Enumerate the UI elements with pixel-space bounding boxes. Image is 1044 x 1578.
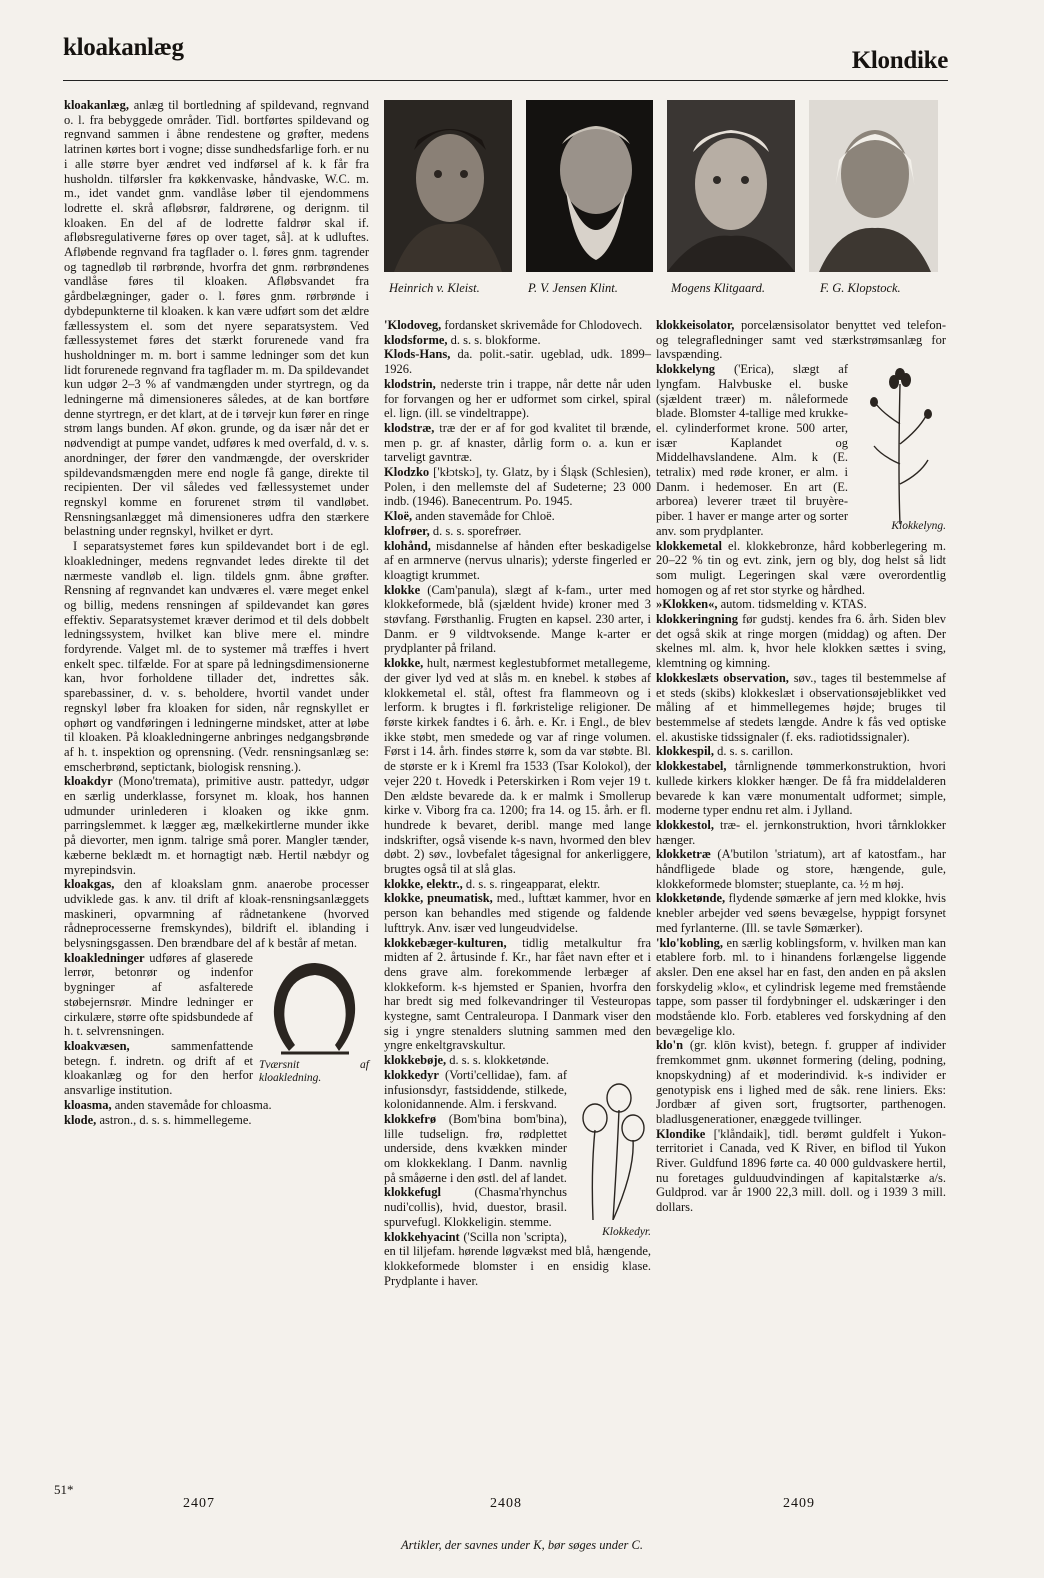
- col3-entry: Klondike ['klåndaik], tidl. berømt guldfelt i Yukon-territoriet i Canada, ved K River, en biflod til Yukon River. Guldfund 1896 førte ca. 40 000 guldvaskere hertil, nu foretages gulduudvindingen af kapitalstærke a/s. Guldprod. var år 1900 22,3 mill. doll. og i 1939 3 mill. dollars.: [656, 1126, 946, 1215]
- page-number-right: 2409: [783, 1496, 815, 1511]
- page-number-middle: 2408: [490, 1496, 522, 1511]
- entry-klokkefro: klokkefrø (Bom'bina bom'bina), lille tudselign. frø, rødplettet underside, dens kvækken minder om klokkeklang. I Danm. navnlig på småøerne i den østl. del af landet.: [384, 1111, 567, 1185]
- signature-mark: 51*: [54, 1482, 74, 1497]
- entry-kloakledninger: kloakledninger udføres af glaserede lerrør, betonrør og indenfor bygninger af asfalterede støbejernsrør. Mindre ledninger er cirkulære, større ofte spidsbundede af h. t. selvrensningen.: [64, 950, 253, 1039]
- col3-entry: »Klokken«, autom. tidsmelding v. KTAS.: [656, 597, 867, 612]
- entry-kloakdyr: kloakdyr (Mono'tremata), primitive austr. pattedyr, udgør en særlig underklasse, forsynet m. kloak, hos hannen udmunder urinlederen i kloaken og ikke gnm. parringslemmet. k lægger æg, mælkekirtlerne munder ikke på dievorter, men ignm. talrige små porer. Mangler tænder, kæberne beklædt m. et hornagtigt næb. Hertil næbdyr og myrepindsvin.: [64, 774, 369, 877]
- entry-klokkemetal: klokkemetal el. klokkebronze, hård kobberlegering m. 20–22 % tin og evt. zink, jern og bly, dog helst så lidt som muligt. Legeringen skal være overordentlig homogen og af ret stor styrke og hårdhed.: [656, 538, 946, 597]
- col2-entry: klofrøer, d. s. s. sporefrøer.: [384, 523, 522, 538]
- entry-kloakanlaeg-paragraph-2: I separatsystemet føres kun spildevandet bort i de egl. kloakledninger, medens regnvandet ledes direkte til det nærmeste vandløb el. lign. tildels gnm. åbne grøfter. Rensning af regnvandet kan undværes el. være meget enkel og billig, medens rensningen af spildevandet kan gøres effektiv. Separatsystemet kræver derimod et til dels dobbelt ledningssystem, hvilket kan blive mere el. mindre fordyrende. Valget ml. de to systemer må træffes i hvert enkelt spec. tilfælde. For at spare på ledningsdimensionerne kan, hvor forholdene tillader det, indrettes såk. sparebassiner, d. v. s. beholdere, hvortil vandet under regnskyl løber fra kloaken for siden, når regnskyllet er ophørt og vandføringen i ledningerne mindsket, atter at løbe til kloaken. På kloakledningerne anbringes nedgangsbrønde af h. t. inspektion og oprensning. (Vedr. rensningsanlæg se: emscherbrønd, septictank, biologisk rensning.).: [64, 539, 369, 774]
- column-left: [64, 98, 369, 1127]
- footer-note: Artikler, der savnes under K, bør søges under C.: [401, 1538, 643, 1552]
- entry-klokkedyr: klokkedyr (Vorti'cellidae), fam. af infusionsdyr, fastsiddende, stilkede, kolonidannende. Alm. i ferskvand.: [384, 1067, 567, 1112]
- col2-entry: 'Klodoveg, fordansket skrivemåde for Chlodovech.: [384, 318, 643, 332]
- caption-jensen-klint: P. V. Jensen Klint.: [528, 281, 618, 295]
- col2-entry: klokke, pneumatisk, med., lufttæt kammer, hvor en person kan behandles med stigende og faldende lufttryk. Anv. især ved lungeudvidelse.: [384, 891, 651, 935]
- entry-klokkefugl: klokkefugl (Chasma'rhynchus nudi'collis), hvid, duestor, brasil. spurvefugl. Klokkeligin. stemme.: [384, 1185, 567, 1229]
- col2-entry: klokke (Cam'panula), slægt af k-fam., urter med klokkeformede, blå (sjældent hvide) kroner med 3 støvfang. Førsthanlig. Frugten en kapsel. 230 arter, i Danm. er 9 vildtvoksende. Mange k-arter er prydplanter på friland.: [384, 582, 651, 656]
- col2-entry: klodstræ, træ der er af for god kvalitet til brænde, men p. gr. af knaster, dårlig form o. a. kun er tarveligt gavntræ.: [384, 420, 651, 465]
- col2-entry: Klods-Hans, da. polit.-satir. ugeblad, udk. 1899–1926.: [384, 347, 651, 377]
- col3-entry: klokkeslæts observation, søv., tages til bestemmelse af et steds (skibs) klokkeslæt i observationsøjeblikket ved måling af et himmellegemes højde; bruges til bestemmelse af stedets længde. Andre k fås ved optiske el. akustiske tidssignaler (f. eks. radiotidssignaler).: [656, 670, 946, 744]
- col2-entry: klodstrin, nederste trin i trappe, når dette når uden for forvangen og her er udformet som cirkel, spiral el. lign. (ill. se vindeltrappe).: [384, 376, 651, 421]
- entry-kloasma: kloasma, anden stavemåde for chloasma.: [64, 1097, 272, 1112]
- column-middle: [384, 318, 651, 1288]
- col2-entry: Kloë, anden stavemåde for Chloë.: [384, 509, 555, 524]
- col2-entry: klokke, elektr., d. s. s. ringeapparat, elektr.: [384, 876, 601, 891]
- page-number-left: 2407: [183, 1496, 215, 1511]
- entry-klokkeisolator: klokkeisolator, porcelænsisolator benyttet ved telefon- og telegrafledninger samt ved stærkstrømsanlæg for lavspænding.: [656, 318, 946, 362]
- portrait-kleist: [384, 100, 512, 272]
- col3-entry: klokkeringning før gudstj. kendes fra 6. årh. Siden blev det også skik at ringe morgen (middag) og aften. Der skelnes ml. alm. k, hvor hele klokken sættes i sving, klemtning og kimning.: [656, 612, 946, 671]
- col3-entry: klokketræ (A'butilon 'striatum), art af katostfam., har håndfligede blade og store, hængende, gule, klokkeformede blomster; stueplante, ca. ½ m høj.: [656, 847, 946, 891]
- header-right-word: Klondike: [851, 47, 948, 74]
- caption-klopstock: F. G. Klopstock.: [820, 281, 901, 295]
- entry-kloakanlaeg: kloakanlæg, anlæg til bortledning af spildevand, regnvand o. l. fra bebyggede områder. Tidl. bortførtes spildevand og regnvand sammen i åbne rendestene og grøfter, medens latrinen kørtes bort i vogne; disse sundhedsfarlige forh. er nu i alle større byer ændret ved indførsel af k. k får fra husholdn. tilførsler fra køkkenvaske, håndvaske, W.C. m. m., idet vandet gnm. vandlåse løber til ejendommens lodrette el. skrå afløbsrør, faldrørene, og derignm. til kloaken. En del af de lodrette faldrør skal if. afløbsregulativerne føres op over taget, så]. at k udluftes. Afløbende regnvand fra tagflader o. l. føres gnm. tagrender og tagnedløb til rørbrønde, hvorfra det gnm. rørbrøndenes vandlåse føres til kloaken. Afløbsvandet fra gårdbelægninger, gader o. l. føres gnm. rørbrønde i dybdepunkterne til kloaken. k kan være udført som det ældre fællessystem el. som det nyere separatsystem. Ved fællessystemet føres det stærkt forurenede vand fra husholdninger m. m. bort i samme ledninger som det kun lidt forurenede regnvand fra tagflader m. m. Da spildevandet kun udgør 2–3 % af vandmængden under styrtregn, og da ledningerne må dimensioneres således, at de kan bortføre denne styrtregn, er det klart, at de i tørvejr kun fører en ringe strøm langs bunden. Af økon. grunde, og da især når det er nødvendigt at pumpe vandet, udføres k med overfald, d. v. s. anordninger, der fører den vandmængde, der overskrider spildevandsmængden mere end nogle få gange, direkte til recipienten. Der vil således ved fællessystemet under regnskyl komme en forurenet strøm til vandløbet. Rensningsanlægget må dimensioneres udfra den stærkere belastning under regnskyl, hvilket er dyrt.: [64, 98, 369, 539]
- header-rule: [63, 80, 948, 81]
- col2-entry: klokkebøje, d. s. s. klokketønde.: [384, 1053, 549, 1068]
- header-left-word: kloakanlæg: [63, 34, 184, 61]
- col3-entry: klokketønde, flydende sømærke af jern med klokke, hvis knebler arbejder ved søens bevægelse, hyppigt forsynet med fyrlanterne. (Ill. se tavle Sømærker).: [656, 891, 946, 935]
- entry-klokkelyng: klokkelyng ('Erica), slægt af lyngfam. Halvbuske el. buske (sjældent træer) m. nåleformede blade. Blomster 4-tallige med krukke- el. cylinderformet krone. 500 arter, især Kaplandet og Middelhavslandene. Alm. k (E. tetralix) med røde kroner, er alm. i Danm. i hedemoser. En art (E. arborea) leverer træet til bruyère-piber. 1 haver er mange arter og sorter anv. som prydplanter.: [656, 362, 848, 538]
- entry-klokkehyacint: klokkehyacint ('Scilla non 'scripta), en til liljefam. hørende løgvækst med blå, hængende, klokkeformede blomster i en ensidig klase. Prydplante i haver.: [384, 1229, 651, 1288]
- col3-entry: klokkestabel, tårnlignende tømmerkonstruktion, hvori kullede kirkers klokker hænger. De få fra middelalderen bevarede k kan være monumentalt udformet; simple, moderne typer endnu ret alm. i Jylland.: [656, 759, 946, 818]
- portrait-jensen-klint: [526, 100, 653, 272]
- portrait-klitgaard: [667, 100, 795, 272]
- col2-entry: klokke, hult, nærmest keglestubformet metallegeme, der giver lyd ved at slås m. en knebel. k støbes af klokkemetal el. stål, oftest fra flammeovn og i lerform. k brugtes i fl. førkristelige religioner. De første kirkek fandtes i 6. årh. e. Kr. i Engl., de blev ikke støbt, men smedede og var af ringe volumen. Først i 14. årh. findes større k, som da var støbte. Bl. de største er k i Kreml fra 1533 (Tsar Kolokol), der vejer 220 t. Hovedk i Peterskirken i Rom vejer 19 t. Den ældste bevarede da. k er malmk i Smollerup kirke v. Viborg fra ca. 1200; fra 14. og 15. årh. er fl. hundrede k bevaret, deribl. mange med lange indskrifter, også visende k-s navn, hvormed den blev døbt. 2) søv., lovbefalet tågesignal for ankerliggere, brugtes også til at slå glas.: [384, 656, 651, 877]
- column-right: [656, 318, 946, 1215]
- figure-klokkelyng: Klokkelyng.: [854, 364, 946, 534]
- portrait-klopstock: [809, 100, 938, 272]
- entry-kloakvaesen: kloakvæsen, sammenfattende betegn. f. indretn. og drift af et kloakanlæg og for den herfor ansvarlige institution.: [64, 1039, 253, 1098]
- col2-entry: klokkebæger-kulturen, tidlig metalkultur fra midten af 2. årtusinde f. Kr., har fået navn efter et i dens grave alm. forekommende lerbæger af klokkeform. k-s hjemsted er Spanien, hvorfra den har bredt sig med folkevandringer til Vesteuropas kystegne, samt Centraleuropa. I Danmark viser den sig i yngre stenalders slutning sammen med den yngre enkeltgravskultur.: [384, 935, 651, 1053]
- figure-kloakledning: Tværsnit af kloakledning.: [259, 953, 369, 1085]
- col3-entry: klokkespil, d. s. s. carillon.: [656, 744, 794, 759]
- col3-entry: klokkestol, træ- el. jernkonstruktion, hvori tårnklokker hænger.: [656, 817, 946, 847]
- col2-entry: klohånd, misdannelse af hånden efter beskadigelse af en armnerve (nervus ulnaris); yderste fingerled er kloagtigt krummet.: [384, 538, 651, 582]
- col3-entry: klo'n (gr. klōn kvist), betegn. f. grupper af individer fremkommet gnm. ukønnet formering (deling, podning, knopskydning) af et moderindivid. k-s individer er genotypisk ens i lighed med de såk. rene liniers. Eks: Jordbær af given sort, frugtsorter, parthenogen. bladlusgenerationer, enæggede tvillinger.: [656, 1038, 946, 1126]
- col2-entry: Klodzko ['kłɔtskɔ], ty. Glatz, by i Śląsk (Schlesien), Polen, i den mellemste del af Sudeterne; 23 000 indb. (1946). Banecentrum. Po. 1945.: [384, 465, 651, 509]
- caption-klitgaard: Mogens Klitgaard.: [671, 281, 765, 295]
- entry-kloakgas: kloakgas, den af kloakslam gnm. anaerobe processer udviklede gas. k anv. til drift af kloak-rensningsanlæggets maskineri, opvarmning af rådnetankene (hvorved rådneprocesserne fremskyndes), bildrift el. iblanding i belysningsgassen. Den brændbare del af k består af metan.: [64, 877, 369, 951]
- col3-entry: 'klo'kobling, en særlig koblingsform, v. hvilken man kan etablere forb. ml. to i hinandens forlængelse liggende aksler. Den ene aksel har en fast, den anden en på akslen forskydelig »klo«, et cylindrisk legeme med fremstående tappe, som passer til fordybninger el. udskæringer i den modstående klo. Forb. etableres ved forskydning af den bevægelige klo.: [656, 935, 946, 1038]
- entry-klode: klode, astron., d. s. s. himmellegeme.: [64, 1112, 252, 1127]
- col2-entry: klodsforme, d. s. s. blokforme.: [384, 332, 541, 347]
- figure-klokkedyr: Klokkedyr.: [573, 1070, 651, 1240]
- caption-kleist: Heinrich v. Kleist.: [389, 281, 480, 295]
